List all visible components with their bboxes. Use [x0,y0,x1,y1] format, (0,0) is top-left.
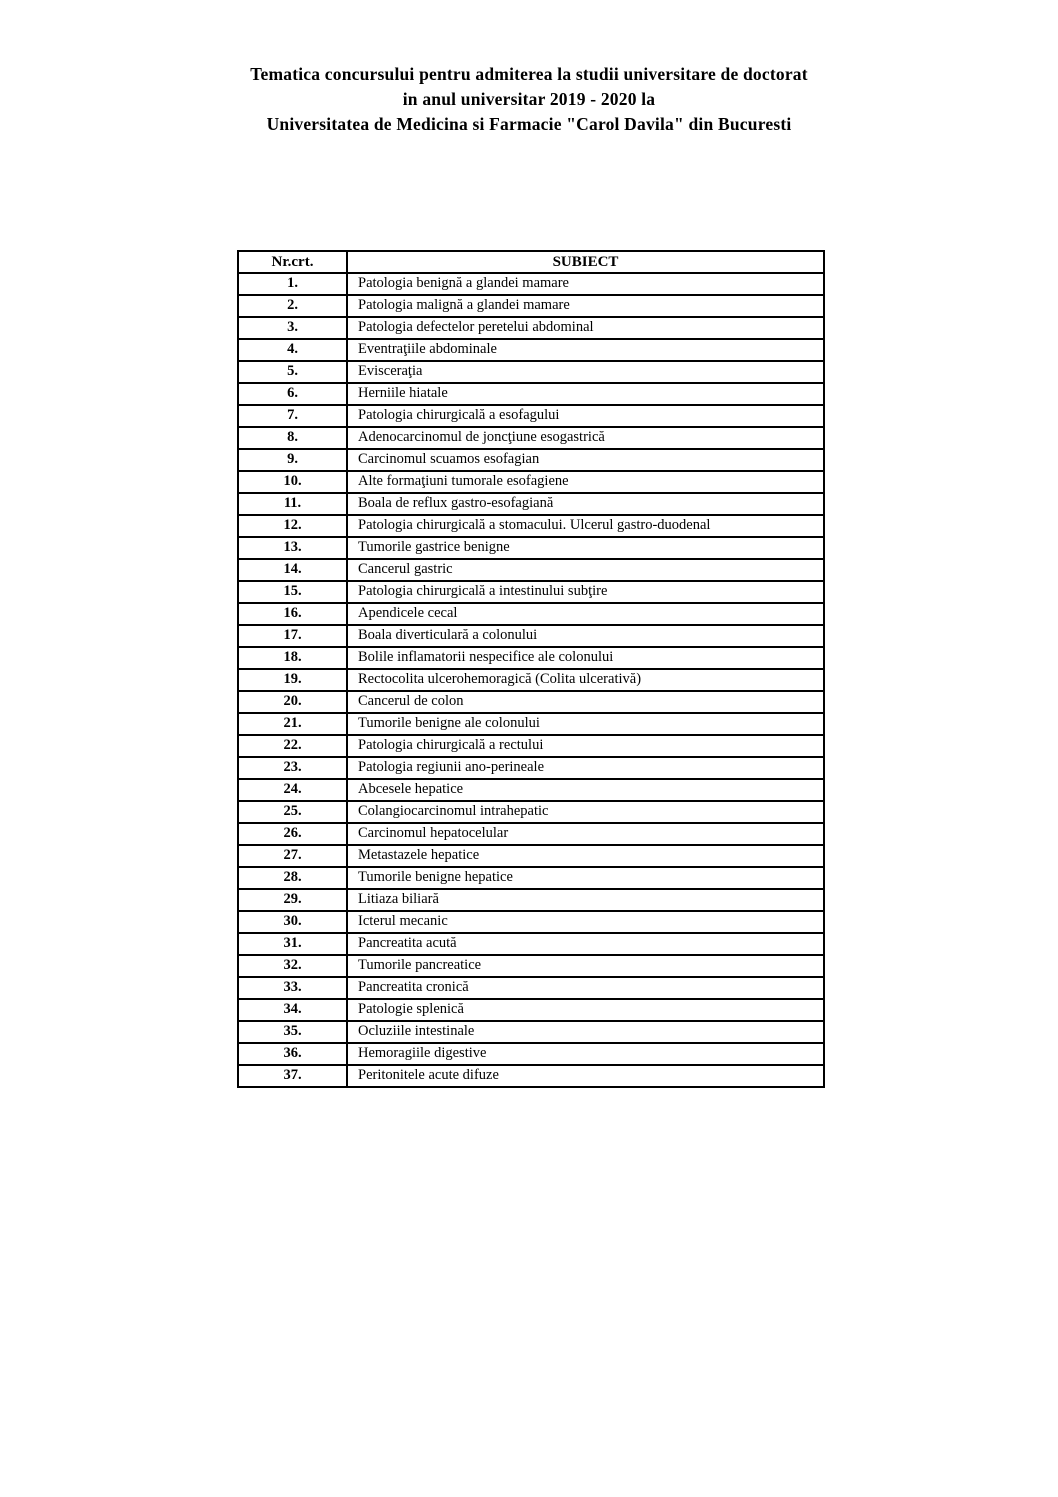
row-subject: Evisceraţia [347,361,824,383]
table-row [238,603,824,625]
row-number: 15. [238,581,347,603]
row-subject: Cancerul gastric [347,559,824,581]
table-row [238,691,824,713]
row-subject: Patologia malignă a glandei mamare [347,295,824,317]
row-subject: Adenocarcinomul de joncţiune esogastrică [347,427,824,449]
row-number: 30. [238,911,347,933]
table-row [238,823,824,845]
row-subject: Apendicele cecal [347,603,824,625]
table-row [238,1021,824,1043]
document-title [0,62,1058,137]
row-number: 14. [238,559,347,581]
table-row [238,757,824,779]
table-row [238,669,824,691]
title-line-1: Tematica concursului pentru admiterea la studii universitare de doctorat [250,64,808,84]
table-row [238,339,824,361]
row-number: 2. [238,295,347,317]
row-subject: Patologia regiunii ano-perineale [347,757,824,779]
row-number: 19. [238,669,347,691]
row-number: 18. [238,647,347,669]
table-row [238,515,824,537]
table-row [238,405,824,427]
table-row [238,955,824,977]
table-row [238,295,824,317]
row-number: 6. [238,383,347,405]
row-subject: Pancreatita cronică [347,977,824,999]
row-subject: Tumorile benigne ale colonului [347,713,824,735]
table-row [238,537,824,559]
row-subject: Litiaza biliară [347,889,824,911]
row-number: 27. [238,845,347,867]
table-row [238,1043,824,1065]
row-number: 13. [238,537,347,559]
header-subiect: SUBIECT [347,251,824,273]
row-number: 32. [238,955,347,977]
table-header-row [238,251,824,273]
row-number: 11. [238,493,347,515]
row-subject: Metastazele hepatice [347,845,824,867]
row-number: 8. [238,427,347,449]
table-row [238,273,824,295]
row-subject: Tumorile pancreatice [347,955,824,977]
row-number: 25. [238,801,347,823]
row-number: 20. [238,691,347,713]
row-subject: Pancreatita acută [347,933,824,955]
table-row [238,559,824,581]
table-row [238,317,824,339]
table-row [238,471,824,493]
row-subject: Abcesele hepatice [347,779,824,801]
table-row [238,427,824,449]
title-line-3: Universitatea de Medicina si Farmacie "Carol Davila" din Bucuresti [266,114,792,134]
table-row [238,933,824,955]
table-row [238,449,824,471]
row-subject: Patologia defectelor peretelui abdominal [347,317,824,339]
subject-table-body [238,273,824,1087]
row-subject: Boala de reflux gastro-esofagiană [347,493,824,515]
row-subject: Patologia chirurgicală a intestinului subţire [347,581,824,603]
table-row [238,867,824,889]
table-row [238,713,824,735]
row-subject: Bolile inflamatorii nespecifice ale colonului [347,647,824,669]
table-row [238,493,824,515]
table-row [238,1065,824,1087]
row-subject: Eventraţiile abdominale [347,339,824,361]
row-subject: Tumorile gastrice benigne [347,537,824,559]
row-subject: Patologia benignă a glandei mamare [347,273,824,295]
table-row [238,361,824,383]
row-number: 37. [238,1065,347,1087]
row-subject: Patologia chirurgicală a esofagului [347,405,824,427]
row-subject: Ocluziile intestinale [347,1021,824,1043]
header-nr-crt: Nr.crt. [238,251,347,273]
row-number: 35. [238,1021,347,1043]
row-number: 28. [238,867,347,889]
row-number: 4. [238,339,347,361]
table-row [238,625,824,647]
row-number: 29. [238,889,347,911]
row-number: 22. [238,735,347,757]
title-line-2: in anul universitar 2019 - 2020 la [402,89,656,109]
table-row [238,383,824,405]
row-subject: Boala diverticulară a colonului [347,625,824,647]
table-row [238,889,824,911]
row-number: 36. [238,1043,347,1065]
row-number: 10. [238,471,347,493]
subject-table [237,250,825,1088]
row-number: 31. [238,933,347,955]
row-number: 9. [238,449,347,471]
table-row [238,801,824,823]
row-number: 17. [238,625,347,647]
row-subject: Patologia chirurgicală a stomacului. Ulcerul gastro-duodenal [347,515,824,537]
row-number: 33. [238,977,347,999]
table-row [238,845,824,867]
row-number: 34. [238,999,347,1021]
table-row [238,911,824,933]
row-number: 5. [238,361,347,383]
row-number: 12. [238,515,347,537]
table-row [238,647,824,669]
table-row [238,735,824,757]
row-number: 16. [238,603,347,625]
table-row [238,581,824,603]
table-row [238,977,824,999]
row-number: 1. [238,273,347,295]
row-subject: Carcinomul hepatocelular [347,823,824,845]
row-number: 26. [238,823,347,845]
row-subject: Herniile hiatale [347,383,824,405]
row-number: 24. [238,779,347,801]
row-number: 7. [238,405,347,427]
row-subject: Tumorile benigne hepatice [347,867,824,889]
row-number: 3. [238,317,347,339]
table-row [238,779,824,801]
row-subject: Patologia chirurgicală a rectului [347,735,824,757]
row-number: 23. [238,757,347,779]
table-row [238,999,824,1021]
row-subject: Hemoragiile digestive [347,1043,824,1065]
row-subject: Rectocolita ulcerohemoragică (Colita ulcerativă) [347,669,824,691]
row-subject: Peritonitele acute difuze [347,1065,824,1087]
row-number: 21. [238,713,347,735]
row-subject: Carcinomul scuamos esofagian [347,449,824,471]
row-subject: Patologie splenică [347,999,824,1021]
row-subject: Cancerul de colon [347,691,824,713]
row-subject: Icterul mecanic [347,911,824,933]
row-subject: Colangiocarcinomul intrahepatic [347,801,824,823]
row-subject: Alte formaţiuni tumorale esofagiene [347,471,824,493]
